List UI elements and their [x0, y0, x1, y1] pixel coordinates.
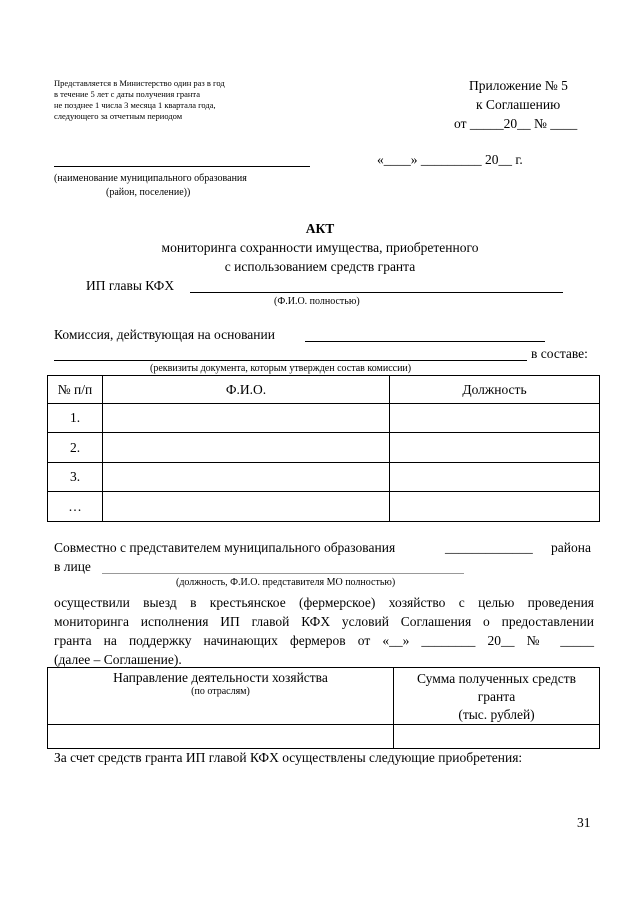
- row-number: 2.: [48, 433, 103, 463]
- activity-direction-sub: (по отраслям): [191, 686, 250, 697]
- in-composition: в составе:: [531, 346, 588, 361]
- commission-doc-blank[interactable]: [54, 360, 527, 361]
- grant-sum-line-1: Сумма полученных средств: [416, 671, 576, 686]
- table-row: [48, 404, 600, 433]
- submission-note-line-1: Представляется в Министерство один раз в год: [54, 78, 225, 88]
- appendix-agreement: к Соглашению: [476, 97, 561, 112]
- municipal-name-blank[interactable]: [54, 166, 310, 167]
- purchases-text: За счет средств гранта ИП главой КФХ осуществлены следующие приобретения:: [54, 750, 523, 765]
- table-row: [48, 433, 600, 463]
- act-subtitle-1: мониторинга сохранности имущества, приобретенного: [161, 240, 479, 255]
- activity-direction-title: Направление деятельности хозяйства: [113, 670, 328, 685]
- position-cell[interactable]: [390, 433, 600, 463]
- table-row: [48, 463, 600, 492]
- fio-caption: (Ф.И.О. полностью): [274, 296, 360, 307]
- in-person-label: в лице: [54, 559, 91, 574]
- ip-name-blank[interactable]: [190, 292, 563, 293]
- activity-table: [47, 667, 600, 749]
- grant-sum-line-2: гранта: [477, 689, 516, 704]
- fio-cell[interactable]: [103, 404, 390, 433]
- act-subtitle-2: с использованием средств гранта: [224, 259, 416, 274]
- representative-caption: (должность, Ф.И.О. представителя МО полностью): [176, 577, 396, 588]
- act-title: АКТ: [305, 221, 335, 236]
- grant-sum-header: [394, 668, 600, 725]
- appendix-number: Приложение № 5: [469, 78, 568, 93]
- activity-direction-cell[interactable]: [48, 725, 394, 749]
- paragraph-line-1: осуществили выезд в крестьянское (фермерское) хозяйство с целью проведения: [54, 595, 594, 610]
- col-fio-header: Ф.И.О.: [103, 376, 390, 404]
- commission-basis-blank[interactable]: [305, 341, 545, 342]
- district-blank[interactable]: _____________: [445, 540, 533, 555]
- position-cell[interactable]: [390, 492, 600, 522]
- members-table: [47, 375, 600, 522]
- col-position-header: Должность: [390, 376, 600, 404]
- paragraph-line-3: гранта на поддержку начинающих фермеров от «__» ________ 20__ № _____: [54, 633, 594, 648]
- representative-blank[interactable]: [102, 573, 464, 574]
- submission-note-line-3: не позднее 1 числа 3 месяца 1 квартала года,: [54, 100, 216, 110]
- jointly-text: Совместно с представителем муниципального образования: [54, 540, 396, 555]
- district-label: района: [551, 540, 591, 555]
- row-number: …: [48, 492, 103, 522]
- grant-sum-cell[interactable]: [394, 725, 600, 749]
- col-number-header: № п/п: [48, 376, 103, 404]
- fio-cell[interactable]: [103, 492, 390, 522]
- members-table-header: [48, 376, 600, 404]
- commission-text: Комиссия, действующая на основании: [54, 327, 275, 342]
- date-line[interactable]: «____» _________ 20__ г.: [377, 152, 523, 167]
- position-cell[interactable]: [390, 463, 600, 492]
- municipal-caption-1: (наименование муниципального образования: [54, 173, 247, 184]
- paragraph-line-2: мониторинга исполнения ИП главой КФХ условий Соглашения о предоставлении: [54, 614, 594, 629]
- fio-cell[interactable]: [103, 433, 390, 463]
- submission-note-line-4: следующего за отчетным периодом: [54, 111, 183, 121]
- position-cell[interactable]: [390, 404, 600, 433]
- municipal-caption-2: (район, поселение)): [106, 187, 191, 198]
- ip-label: ИП главы КФХ: [86, 278, 175, 293]
- row-number: 3.: [48, 463, 103, 492]
- paragraph-line-4: (далее – Соглашение).: [54, 652, 182, 667]
- activity-table-header: [48, 668, 600, 725]
- page-number: 31: [577, 815, 591, 830]
- table-row: [48, 492, 600, 522]
- grant-sum-line-3: (тыс. рублей): [458, 707, 535, 722]
- submission-note-line-2: в течение 5 лет с даты получения гранта: [54, 89, 201, 99]
- appendix-date: от _____20__ № ____: [454, 116, 578, 131]
- table-row: [48, 725, 600, 749]
- fio-cell[interactable]: [103, 463, 390, 492]
- row-number: 1.: [48, 404, 103, 433]
- commission-caption: (реквизиты документа, которым утвержден состав комиссии): [150, 363, 412, 374]
- activity-direction-header: [48, 668, 394, 725]
